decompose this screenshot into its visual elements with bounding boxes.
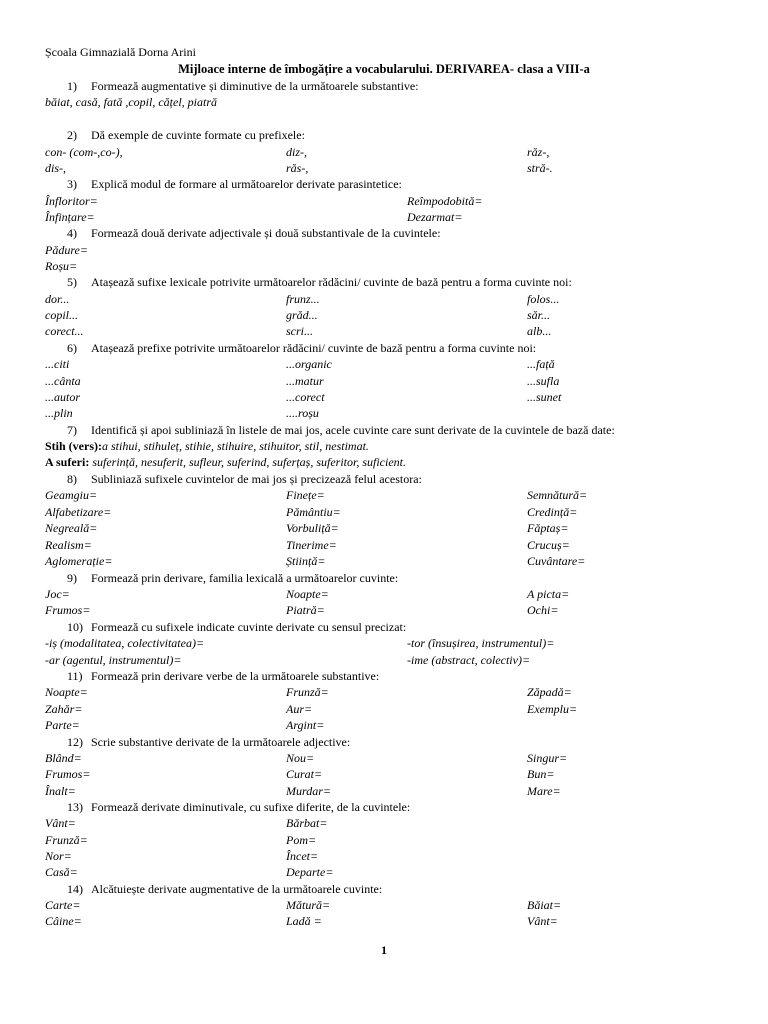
exercise-12-row: Blând= Nou= Singur= — [45, 751, 568, 765]
exercise-13-heading: 13) Formează derivate diminutivale, cu sufixe diferite, de la cuvintele: — [67, 800, 411, 814]
exercise-13-row: Frunză= Pom= — [45, 833, 317, 847]
exercise-9-row: Joc= Noapte= A picta= — [45, 587, 570, 601]
exercise-6-row: ...cânta ...matur ...sufla — [45, 374, 560, 388]
exercise-10-row: -ar (agentul, instrumentul)= -ime (abstract, colectiv)= — [45, 653, 531, 667]
exercise-3-row: Înfințare= Dezarmat= — [45, 210, 463, 224]
exercise-6-row: ...autor ...corect ...sunet — [45, 390, 562, 404]
exercise-14-row: Carte= Mătură= Băiat= — [45, 898, 562, 912]
document-title: Mijloace interne de îmbogățire a vocabularului. DERIVAREA- clasa a VIII-a — [178, 62, 590, 76]
exercise-10-row: -iș (modalitatea, colectivitatea)= -tor (însușirea, instrumentul)= — [45, 636, 555, 650]
exercise-12-heading: 12) Scrie substantive derivate de la următoarele adjective: — [67, 735, 351, 749]
exercise-7-stih-line: Stih (vers):a stihui, stihuleț, stihie, stihuire, stihuitor, stil, nestimat. — [45, 439, 369, 453]
exercise-11-row: Parte= Argint= — [45, 718, 325, 732]
exercise-9-row: Frumos= Piatră= Ochi= — [45, 603, 559, 617]
exercise-2-row: dis-, răs-, stră-. — [45, 161, 553, 175]
exercise-12-row: Înalt= Murdar= Mare= — [45, 784, 561, 798]
exercise-10-heading: 10) Formează cu sufixele indicate cuvinte derivate cu sensul precizat: — [67, 620, 407, 634]
exercise-11-row: Zahăr= Aur= Exemplu= — [45, 702, 578, 716]
page-number: 1 — [381, 943, 387, 957]
exercise-9-heading: 9) Formează prin derivare, familia lexicală a următoarelor cuvinte: — [67, 571, 399, 585]
exercise-3-row: Înfloritor= Reîmpodobită= — [45, 194, 483, 208]
exercise-8-row: Aglomerație= Știință= Cuvântare= — [45, 554, 586, 568]
exercise-8-heading: 8) Subliniază sufixele cuvintelor de mai jos și precizează felul acestora: — [67, 472, 422, 486]
exercise-4-word: Pădure= — [45, 243, 88, 257]
exercise-11-heading: 11) Formează prin derivare verbe de la următoarele substantive: — [67, 669, 380, 683]
school-name: Școala Gimnazială Dorna Arini — [45, 45, 196, 59]
exercise-13-row: Nor= Încet= — [45, 849, 319, 863]
exercise-2-row: con- (com-,co-), diz-, răz-, — [45, 145, 550, 159]
exercise-4-heading: 4) Formează două derivate adjectivale și două substantivale de la cuvintele: — [67, 226, 441, 240]
exercise-5-row: dor... frunz... folos... — [45, 292, 560, 306]
exercise-1-words: băiat, casă, fată ,copil, cățel, piatră — [45, 95, 217, 109]
exercise-6-row: ...plin ....roșu — [45, 406, 319, 420]
exercise-8-row: Alfabetizare= Pământiu= Credință= — [45, 505, 578, 519]
exercise-12-row: Frumos= Curat= Bun= — [45, 767, 555, 781]
exercise-8-row: Realism= Tinerime= Crucuș= — [45, 538, 570, 552]
exercise-11-row: Noapte= Frunză= Zăpadă= — [45, 685, 572, 699]
exercise-4-word: Roșu= — [45, 259, 78, 273]
exercise-1-heading: 1) Formează augmentative și diminutive de la următoarele substantive: — [67, 79, 419, 93]
exercise-5-heading: 5) Atașează sufixe lexicale potrivite următoarelor rădăcini/ cuvinte de bază pentru a forma cuvinte noi: — [67, 275, 572, 289]
exercise-7-suferi-line: A suferi: suferință, nesuferit, sufleur, suferind, suferțaș, suferitor, suficient. — [45, 455, 406, 469]
exercise-8-row: Geamgiu= Finețe= Semnătură= — [45, 488, 588, 502]
exercise-7-heading: 7) Identifică și apoi subliniază în listele de mai jos, acele cuvinte care sunt derivate de la cuvintele de bază date: — [67, 423, 615, 437]
exercise-13-row: Casă= Departe= — [45, 865, 334, 879]
exercise-14-row: Câine= Ladă = Vânt= — [45, 914, 558, 928]
exercise-3-heading: 3) Explică modul de formare al următoarelor derivate parasintetice: — [67, 177, 402, 191]
exercise-14-heading: 14) Alcătuiește derivate augmentative de la următoarele cuvinte: — [67, 882, 383, 896]
exercise-5-row: corect... scri... alb... — [45, 324, 552, 338]
exercise-2-heading: 2) Dă exemple de cuvinte formate cu prefixele: — [67, 128, 305, 142]
exercise-5-row: copil... grăd... săr... — [45, 308, 551, 322]
exercise-8-row: Negreală= Vorbuliță= Făptaș= — [45, 521, 569, 535]
exercise-13-row: Vânt= Bărbat= — [45, 816, 328, 830]
exercise-6-row: ...citi ...organic ...față — [45, 357, 555, 371]
exercise-6-heading: 6) Atașează prefixe potrivite următoarelor rădăcini/ cuvinte de bază pentru a forma cuvinte noi: — [67, 341, 537, 355]
